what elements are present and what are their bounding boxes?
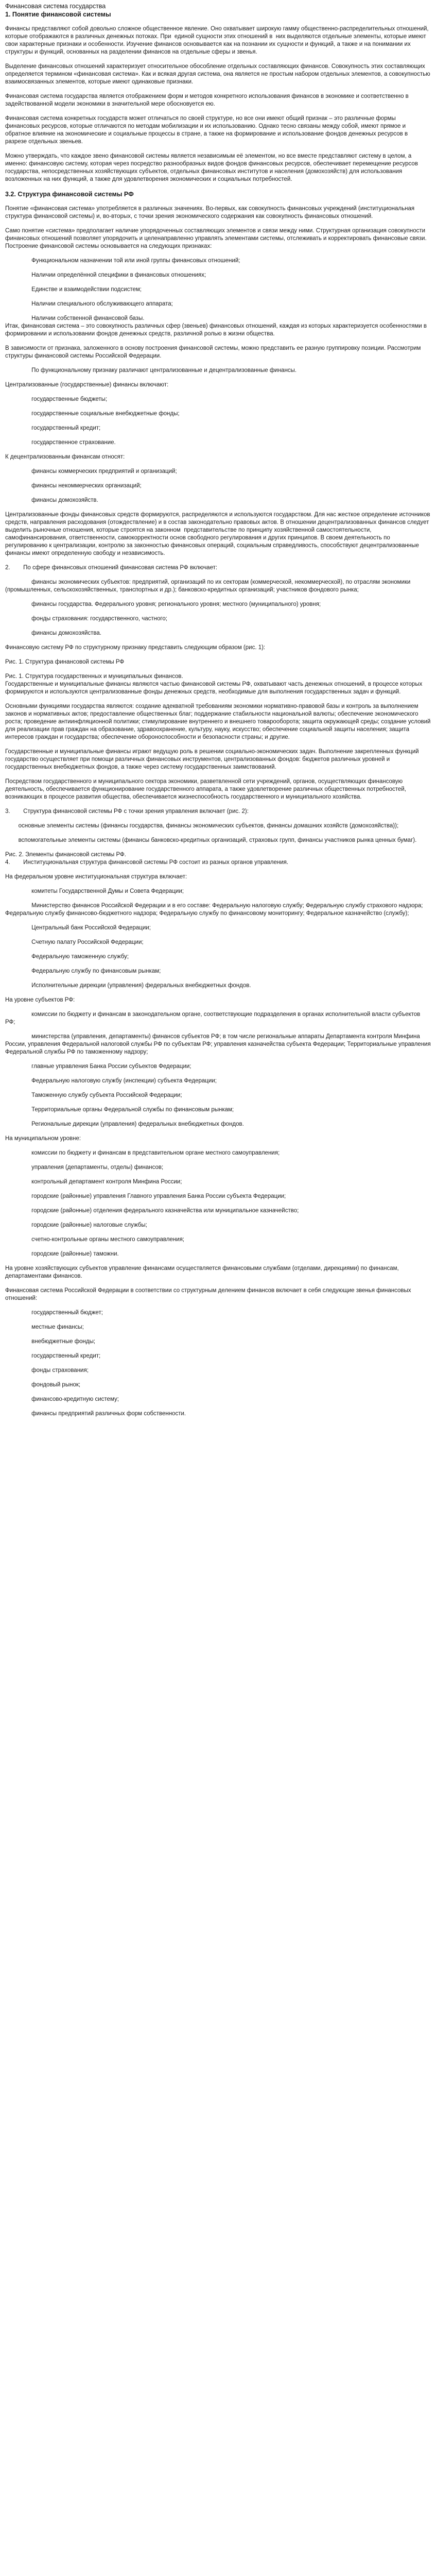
paragraph: фонды страхования; <box>5 1367 89 1374</box>
section-heading: 1. Понятие финансовой системы <box>5 11 111 18</box>
paragraph: На федеральном уровне институциональная структура включает: <box>5 874 187 880</box>
paragraph: Рис. 2. Элементы финансовой системы РФ. 4. Институциональная структура финансовой системы РФ состоит из разных органов управления. <box>5 852 289 866</box>
paragraph: Централизованные фонды финансовых средств формируются, распределяются и используются государством. Для нас жесткое определение источников средств, направления расходования (отождествление) и в состав законодательно правовых актов. В отношении децентрализованных финансов следует выделить рыночные отношения, которые строятся на законном представительстве по принципу хозяйственной самостоятельности, самофинансирования, ответственности, самокорректности основ свободного регулирования и других принципов. В своем деятельность по регулированию к централизации, контролю за законностью финансовых операций, социальным справедливость, способствуют децентрализованные финансы имеют определенную свободу и независимость. <box>5 512 432 556</box>
paragraph: Финансовую систему РФ по структурному признаку представить следующим образом (рис. 1): <box>5 645 266 651</box>
paragraph: Региональные дирекции (управления) федеральных внебюджетных фондов. <box>5 1121 244 1127</box>
paragraph: В зависимости от признака, заложенного в основу построения финансовой системы, можно представить ее разную группировку позиции. Рассмотрим структуры финансовой системы Российской Федерации. <box>5 345 423 359</box>
paragraph: внебюджетные фонды; <box>5 1338 96 1345</box>
paragraph: финансы государства. Федерального уровня; регионального уровня; местного (муниципального) уровня; <box>5 601 321 607</box>
paragraph: счетно-контрольные органы местного самоуправления; <box>5 1236 184 1243</box>
paragraph: Территориальные органы Федеральной службы по финансовым рынкам; <box>5 1107 234 1113</box>
paragraph: Государственные и муниципальные финансы играют ведущую роль в решении социально-экономических задач. Выполнение закрепленных функций государство осуществляет при помощи различных финансовых инструментов, централизованных фондов: бюджетов различных уровней и государственных внебюджетных фондов, а также через систему государственных заимствований. <box>5 749 421 770</box>
paragraph: Функциональном назначении той или иной группы финансовых отношений; <box>5 258 240 264</box>
paragraph: Исполнительные дирекции (управления) федеральных внебюджетных фондов. <box>5 982 251 989</box>
paragraph: министерства (управления, департаменты) финансов субъектов РФ; в том числе региональные аппараты Департамента контроля Минфина России, управления Федеральной налоговой службы РФ по субъектам РФ; управления казначейства субъекта Федерации; Территориальные управления Федеральной службы РФ по таможенному надзору; <box>5 1033 432 1055</box>
paragraph: На уровне хозяйствующих субъектов управление финансами осуществляется финансовыми службами (отделами, дирекциями) по финансам, департаментами финансов. <box>5 1265 400 1279</box>
paragraph: государственные бюджеты; <box>5 396 108 402</box>
paragraph: государственный бюджет; <box>5 1310 103 1316</box>
paragraph: 3. Структура финансовой системы РФ с точки зрения управления включает (рис. 2): <box>5 808 249 815</box>
paragraph: государственный кредит; <box>5 425 101 431</box>
paragraph: Федеральную налоговую службу (инспекции) субъекта Федерации; <box>5 1078 217 1084</box>
paragraph: городские (районные) таможни. <box>5 1251 119 1257</box>
section-heading: 3.2. Структура финансовой системы РФ <box>5 191 134 198</box>
paragraph: управления (департаменты, отделы) финансов; <box>5 1164 164 1171</box>
paragraph: 2. По сфере финансовых отношений финансовая система РФ включает: <box>5 565 218 571</box>
paragraph: государственное страхование. <box>5 439 116 446</box>
paragraph: комитеты Государственной Думы и Совета Федерации; <box>5 888 184 894</box>
figure-caption: Рис. 1. Структура финансовой системы РФ <box>5 659 125 665</box>
paragraph: Счетную палату Российской Федерации; <box>5 939 144 945</box>
document-title: Финансовая система государства <box>5 3 106 10</box>
paragraph: По функциональному признаку различают централизованные и децентрализованные финансы. <box>5 367 297 374</box>
paragraph: К децентрализованным финансам относят: <box>5 454 125 460</box>
paragraph: Министерство финансов Российской Федерации и в его составе: Федеральную налоговую службу; Федеральную службу страхового надзора; Федеральную службу финансово-бюджетного надзора; Федеральную службу по финансовому мониторингу; Федеральное казначейство (службу); <box>5 903 425 917</box>
paragraph: Таможенную службу субъекта Российской Федерации; <box>5 1092 182 1098</box>
paragraph: вспомогательные элементы системы (финансы банковско-кредитных организаций, страховых групп, финансы участников рынка ценных бумаг). <box>5 837 417 843</box>
paragraph: Финансовая система государства является отображением форм и методов конкретного использования финансов в экономике и соответственно в задействованной модели экономики в значительной мере обосновуется ею. <box>5 93 410 107</box>
paragraph: Финансовая система Российской Федерации в соответствии со структурным делением финансов включает в себя следующие звенья финансовых отношений: <box>5 1287 413 1301</box>
paragraph: Централизованные (государственные) финансы включают: <box>5 382 169 388</box>
paragraph: Рис. 1. Структура государственных и муниципальных финансов. Государственные и муниципальные финансы являются частью финансовой системы РФ, охватывают часть денежных отношений, в процессе которых формируются и используются централизованные фонды денежных средств, необходимые для выполнения государственных задач и функций. <box>5 673 423 695</box>
paragraph: Наличии определённой специфики в финансовых отношениях; <box>5 272 206 278</box>
paragraph: финансово-кредитную систему; <box>5 1396 119 1402</box>
paragraph: главные управления Банка России субъектов Федерации; <box>5 1063 191 1070</box>
paragraph: Финансы представляют собой довольно сложное общественное явление. Оно охватывает широкую гамму общественно-распределительных отношений, которые отображаются в различных денежных потоках. При единой сущности этих отношений в них выделяются отдельные элементы, которые имеют свои характерные признаки и особенности. Изучение финансов основывается как на познании их сущности и функций, а также и на понимании их структуры и функций, основанных на разделении финансов на отдельные сферы и звенья. <box>5 26 430 55</box>
paragraph: Само понятие «система» предполагает наличие упорядоченных составляющих элементов и связи между ними. Структурная организация совокупности финансовых отношений позволяет упорядочить и целенаправленно управлять элементами системы, отслеживать и корректировать финансовые связи. Построение финансовой системы основывается на следующих признаках: <box>5 228 428 249</box>
paragraph: городские (районные) управления Главного управления Банка России субъекта Федерации; <box>5 1193 286 1199</box>
paragraph: государственный кредит; <box>5 1353 101 1359</box>
paragraph: Федеральную службу по финансовым рынкам; <box>5 968 161 974</box>
paragraph: Федеральную таможенную службу; <box>5 954 129 960</box>
paragraph: финансы предприятий различных форм собственности. <box>5 1411 186 1417</box>
paragraph: комиссии по бюджету и финансам в представительном органе местного самоуправления; <box>5 1150 280 1156</box>
paragraph: финансы домохозяйств. <box>5 497 98 503</box>
paragraph: Посредством государственного и муниципального сектора экономики, разветвленной сети учреждений, органов, осуществляющих финансовую деятельность, обеспечивается функционирование государственного аппарата, а также удовлетворение различных общественных потребностей, возникающих в процессе развития общества, обеспечивается жизнеспособность государственного и муниципального хозяйства. <box>5 778 408 800</box>
paragraph: местные финансы; <box>5 1324 84 1330</box>
paragraph: финансы коммерческих предприятий и организаций; <box>5 468 177 474</box>
paragraph: Выделение финансовых отношений характеризует относительное обособление отдельных составляющих финансов. Совокупность этих составляющих определяется термином «финансовая система». Как и всякая другая система, она является не простым набором отдельных элементов, а совокупностью взаимосвязанных элементов, которые имеют одинаковые признаки. <box>5 63 432 85</box>
paragraph: финансы экономических субъектов: предприятий, организаций по их секторам (коммерческой, некоммерческой), по отраслям экономики (промышленных, сельскохозяйственных, транспортных и др.); банковско-кредитных организаций; участников фондового рынка; <box>5 579 412 593</box>
paragraph: Можно утверждать, что каждое звено финансовой системы является независимым её элементом, но все вместе представляют систему в целом, а именно: финансовую систему, которая через посредство разнообразных видов фондов финансовых ресурсов, обеспечивает перемещение ресурсов государства, непосредственных хозяйствующих субъектов, отдельных финансовых институтов и населения (домохозяйств) для использования возложенных на них функций, а также для удовлетворения экономических и социальных потребностей. <box>5 153 420 182</box>
paragraph: городские (районные) отделения федерального казначейства или муниципальное казначейство; <box>5 1208 299 1214</box>
paragraph: контрольный департамент контроля Минфина России; <box>5 1179 182 1185</box>
paragraph: Финансовая система конкретных государств может отличаться по своей структуре, но все они имеют общий признак – это различные формы финансовых ресурсов, которые отличаются по методам мобилизации и их использованию. Однако тесно связаны между собой, имеют прямое и обратное влияние на экономические и социальные процессы в стране, а также на формирование и использование фондов денежных ресурсов в разрезе отдельных звеньев. <box>5 115 410 145</box>
paragraph: финансы некоммерческих организаций; <box>5 483 142 489</box>
paragraph: комиссии по бюджету и финансам в законодательном органе, соответствующие подразделения в органах исполнительной власти субъектов РФ; <box>5 1011 422 1025</box>
paragraph: Наличии специального обслуживающего аппарата; <box>5 301 173 307</box>
paragraph: Наличии собственной финансовой базы. Итак, финансовая система – это совокупность различных сфер (звеньев) финансовых отношений, каждая из которых характеризуется особенностями в формировании и использовании фондов денежных средств, различной ролью в жизни общества. <box>5 315 427 337</box>
paragraph: Единстве и взаимодействии подсистем; <box>5 286 142 293</box>
paragraph: фондовый рынок; <box>5 1382 81 1388</box>
paragraph: Центральный банк Российской Федерации; <box>5 925 151 931</box>
paragraph: городские (районные) налоговые службы; <box>5 1222 147 1228</box>
paragraph: Основными функциями государства являются: создание адекватной требованиям экономики нормативно-правовой базы и контроль за выполнением законов и нормативных актов; предоставление общественных благ; поддержание стабильности национальной валюты; обеспечение экономического роста; проведение антиинфляционной политики; стимулирование внутреннего и внешнего товарооборота; защита окружающей среды; создание условий для реализации прав граждан на образование, здравоохранение, культуру, науку, искусство; обеспечение социальной защиты населения; защита интересов граждан и государства; обеспечение обороноспособности и безопасности страны; и другие. <box>5 703 432 740</box>
paragraph: государственные социальные внебюджетные фонды; <box>5 411 180 417</box>
paragraph: На уровне субъектов РФ: <box>5 997 75 1003</box>
paragraph: финансы домохозяйства. <box>5 630 101 636</box>
paragraph: На муниципальном уровне: <box>5 1136 81 1142</box>
paragraph: фонды страхования: государственного, частного; <box>5 616 167 622</box>
paragraph: Понятие «финансовая система» употребляется в различных значениях. Во-первых, как совокупность финансовых учреждений (институциональная структура финансовой системы) и, во-вторых, с точки зрения экономического содержания как совокупность финансовых отношений. <box>5 206 416 219</box>
paragraph: основные элементы системы (финансы государства, финансы экономических субъектов, финансы домашних хозяйств (домохозяйства)); <box>5 823 399 829</box>
